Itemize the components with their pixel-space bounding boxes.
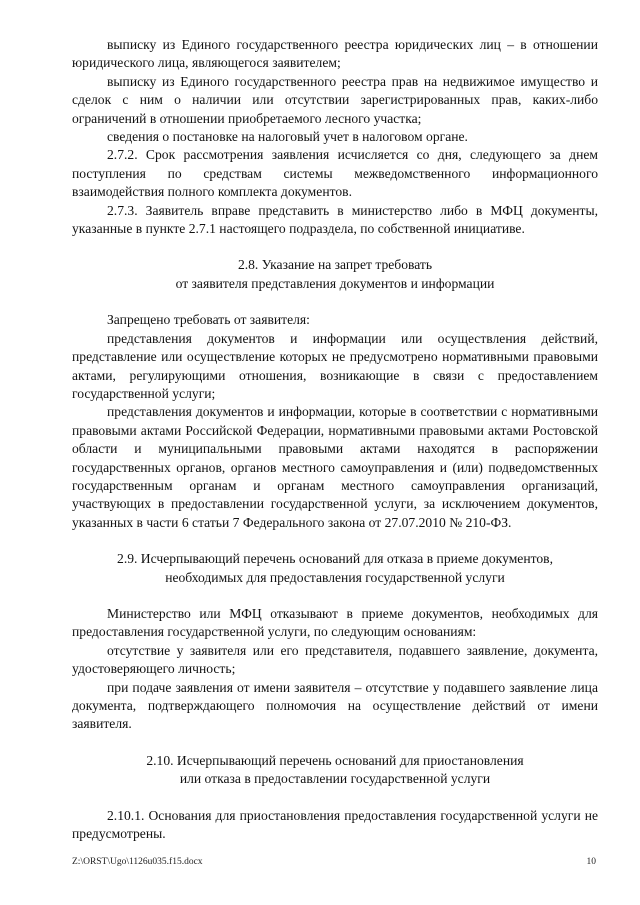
paragraph: отсутствие у заявителя или его представителя, подавшего заявление, документа, удостоверяющего личность; <box>72 642 598 677</box>
paragraph: выписку из Единого государственного реестра прав на недвижимое имущество и сделок с ним о наличии или отсутствии зарегистрированных прав, каких-либо ограничений в отношении приобретаемого лесного участка; <box>72 73 598 126</box>
page-number: 10 <box>586 857 596 867</box>
paragraph: 2.7.2. Срок рассмотрения заявления исчисляется со дня, следующего за днем поступления по средствам системы межведомственного информационного взаимодействия полного комплекта документов. <box>72 147 598 200</box>
heading-line: необходимых для предоставления государственной услуги <box>165 569 505 585</box>
heading-line: от заявителя представления документов и информации <box>175 275 495 291</box>
paragraph: Министерство или МФЦ отказывают в приеме документов, необходимых для предоставления государственной услуги, по следующим основаниям: <box>72 605 598 640</box>
paragraph: выписку из Единого государственного реестра юридических лиц – в отношении юридического лица, являющегося заявителем; <box>72 37 598 71</box>
section-heading-2-8 <box>72 256 598 293</box>
paragraph: представления документов и информации, которые в соответствии с нормативными правовыми актами Российской Федерации, нормативными правовыми актами Ростовской области и муниципальными правовыми актами находятся в распоряжении государственных органов, органов местного самоуправления и (или) подведомственных государственным органам и органам местного самоуправления организаций, участвующих в предоставлении государственной услуги, за исключением документов, указанных в части 6 статьи 7 Федерального закона от 27.07.2010 № 210-ФЗ. <box>72 404 598 530</box>
paragraph: сведения о постановке на налоговый учет в налоговом органе. <box>107 129 468 145</box>
paragraph: Запрещено требовать от заявителя: <box>107 312 310 328</box>
paragraph: при подаче заявления от имени заявителя – отсутствие у подавшего заявление лица документа, подтверждающего полномочия на осуществление действий от имени заявителя. <box>72 679 598 732</box>
heading-line: 2.10. Исчерпывающий перечень оснований для приостановления <box>146 752 524 768</box>
section-heading-2-9 <box>72 550 598 587</box>
paragraph: 2.7.3. Заявитель вправе представить в министерство либо в МФЦ документы, указанные в пункте 2.7.1 настоящего подраздела, по собственной инициативе. <box>72 202 598 237</box>
heading-line: 2.9. Исчерпывающий перечень оснований для отказа в приеме документов, <box>117 551 553 567</box>
paragraph: 2.10.1. Основания для приостановления предоставления государственной услуги не предусмотрены. <box>72 807 598 842</box>
section-heading-2-10 <box>72 752 598 789</box>
heading-line: 2.8. Указание на запрет требовать <box>237 257 433 273</box>
paragraph: представления документов и информации или осуществления действий, представление или осуществление которых не предусмотрено нормативными правовыми актами, регулирующими отношения, возникающие в связи с предоставлением государственной услуги; <box>72 330 598 401</box>
file-path: Z:\ORST\Ugo\1126u035.f15.docx <box>72 857 203 867</box>
heading-line: или отказа в предоставлении государственной услуги <box>179 771 491 787</box>
document-page <box>72 36 598 843</box>
